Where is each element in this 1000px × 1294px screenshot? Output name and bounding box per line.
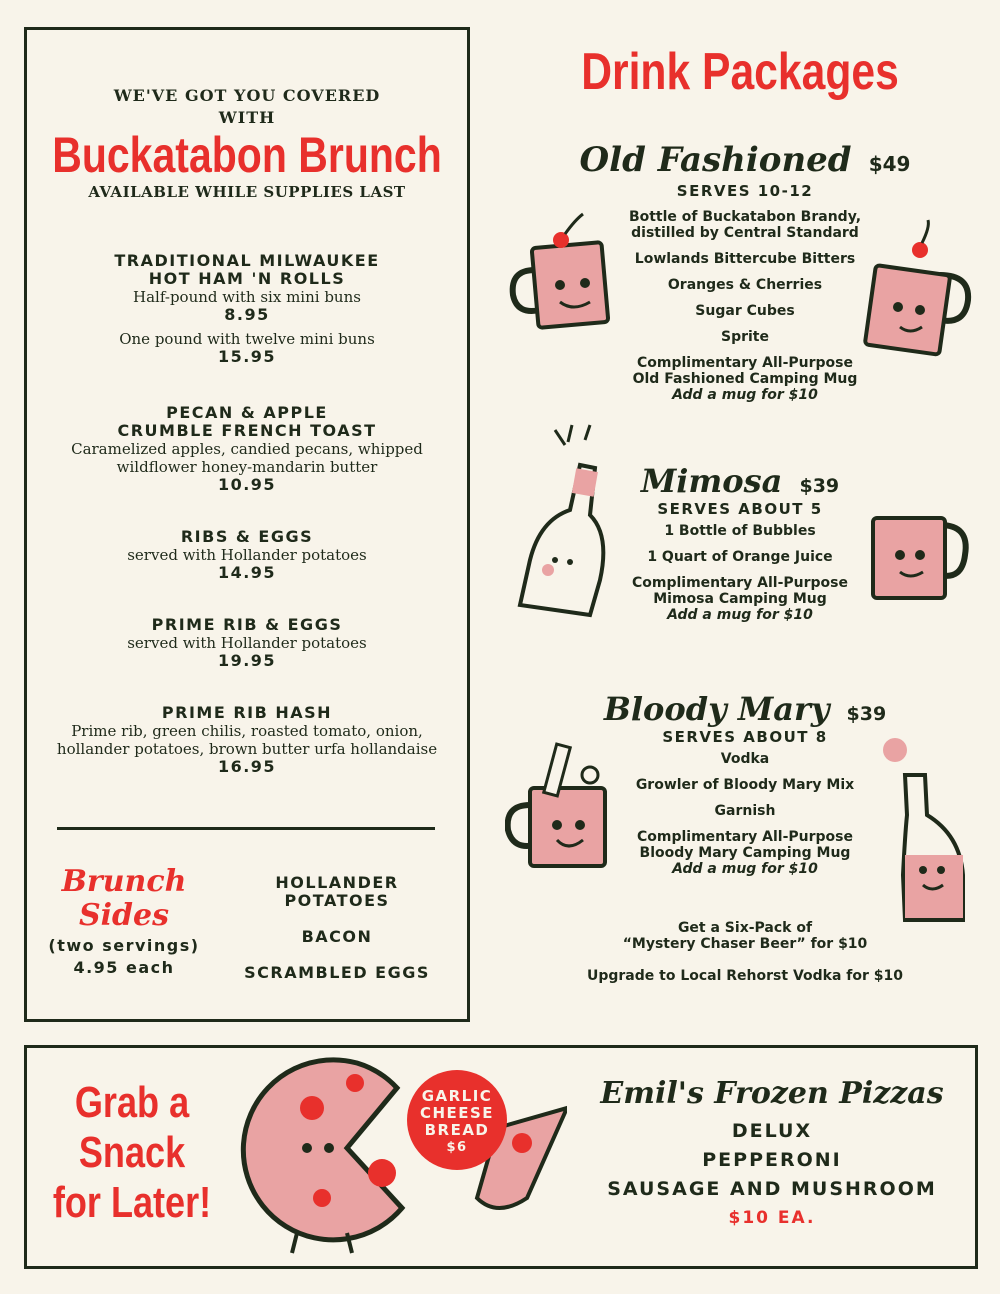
snack-title-line: Grab a [74,1078,190,1127]
package-addon: Add a mug for $10 [672,861,818,877]
package-line: 1 Bottle of Bubbles [664,523,816,539]
package-line: distilled by Central Standard [631,225,859,241]
item-desc: served with Hollander potatoes [127,546,367,564]
package-name: Old Fashioned [579,140,852,180]
item-price: 14.95 [217,563,277,582]
package-line: Bottle of Buckatabon Brandy, [628,209,862,225]
item-name: PRIME RIB & EGGS [151,615,343,634]
item-name: HOT HAM 'N ROLLS [148,269,346,288]
extra-line: Upgrade to Local Rehorst Vodka for $10 [586,968,903,984]
package-line: Complimentary All-Purpose [636,355,854,371]
package-bloody-mary [590,690,900,877]
serves: SERVES 10-12 [676,182,814,200]
package-line: Vodka [720,751,770,767]
brunch-item [27,616,467,670]
mug-illustration [860,215,980,360]
item-name: TRADITIONAL MILWAUKEE [114,251,380,270]
side-item: BACON [301,927,373,946]
snack-panel [24,1045,978,1269]
item-price: 10.95 [217,475,277,494]
snack-title [53,1078,211,1228]
package-name: Bloody Mary [603,690,830,728]
package-line: Complimentary All-Purpose [631,575,849,591]
package-price: $39 [846,703,887,725]
package-line: Sugar Cubes [695,303,795,319]
pizza-title: Emil's Frozen Pizzas [600,1076,944,1111]
bottle-illustration [875,735,975,925]
bottle-illustration [510,420,640,620]
pizza-item: PEPPERONI [702,1149,842,1171]
mug-illustration [505,210,615,335]
sides-title: Sides [78,898,169,933]
item-desc: Prime rib, green chilis, roasted tomato, onion, [71,722,423,740]
package-line: Bloody Mary Camping Mug [639,845,851,861]
brunch-title: Buckatabon Brunch [52,127,442,183]
package-line: Lowlands Bittercube Bitters [634,251,856,267]
package-price: $49 [868,152,911,176]
package-line: Complimentary All-Purpose [636,829,854,845]
package-line: Mimosa Camping Mug [653,591,827,607]
package-price: $39 [799,475,840,497]
garlic-bread-badge [407,1070,507,1170]
mug-illustration [505,740,615,870]
package-mimosa [600,462,880,623]
package-line: Oranges & Cherries [667,277,823,293]
item-desc: Caramelized apples, candied pecans, whipped [71,440,423,458]
item-desc: wildflower honey-mandarin butter [116,458,378,476]
badge-line: CHEESE [419,1104,495,1122]
brunch-item [27,528,467,582]
sides-title: Brunch [61,864,187,899]
badge-price: $6 [446,1140,468,1155]
item-desc: One pound with twelve mini buns [119,330,375,348]
item-price: 16.95 [217,757,277,776]
side-item: SCRAMBLED EGGS [244,963,430,982]
pizza-list [572,1076,972,1228]
mug-illustration [865,510,975,605]
brunch-item [27,252,467,366]
package-line: 1 Quart of Orange Juice [647,549,833,565]
brunch-panel [24,27,470,1022]
drink-extras [560,920,930,994]
serves: SERVES ABOUT 5 [657,500,823,518]
snack-title-line: for Later! [52,1178,212,1227]
extra-line: Get a Six-Pack of [677,920,813,936]
pizza-item: DELUX [731,1120,813,1142]
package-line: Garnish [714,803,776,819]
brunch-subtitle: AVAILABLE WHILE SUPPLIES LAST [88,183,406,201]
side-item: HOLLANDER POTATOES [275,873,399,910]
item-desc: hollander potatoes, brown butter urfa hollandaise [56,740,438,758]
extra-line: “Mystery Chaser Beer” for $10 [622,936,868,952]
package-line: Old Fashioned Camping Mug [632,371,858,387]
item-price: 15.95 [217,347,277,366]
badge-line: BREAD [424,1121,490,1139]
serves: SERVES ABOUT 8 [662,728,828,746]
brunch-item [27,704,467,776]
item-desc: served with Hollander potatoes [127,634,367,652]
pizza-price: $10 EA. [728,1208,816,1228]
item-price: 8.95 [224,305,270,324]
brunch-item [27,404,467,494]
brunch-kicker: WE'VE GOT YOU COVERED [113,86,381,105]
package-addon: Add a mug for $10 [672,387,818,403]
item-name: CRUMBLE FRENCH TOAST [117,421,377,440]
item-name: PRIME RIB HASH [161,703,333,722]
package-line: Sprite [721,329,769,345]
badge-line: GARLIC [421,1087,493,1105]
drinks-title: Drink Packages [581,43,899,101]
item-desc: Half-pound with six mini buns [133,288,361,306]
package-line: Growler of Bloody Mary Mix [635,777,855,793]
sides-price: 4.95 each [73,958,175,977]
package-name: Mimosa [640,462,783,500]
item-price: 19.95 [217,651,277,670]
divider [57,827,435,830]
item-name: RIBS & EGGS [180,527,314,546]
package-addon: Add a mug for $10 [667,607,813,623]
sides-block [41,865,207,977]
pizza-illustration [237,1048,567,1263]
sides-note: (two servings) [48,936,200,955]
item-name: PECAN & APPLE [166,403,328,422]
pizza-item: SAUSAGE AND MUSHROOM [607,1178,937,1200]
snack-title-line: Snack [78,1128,186,1177]
brunch-kicker-with: WITH [218,108,276,127]
sides-list [232,874,442,982]
